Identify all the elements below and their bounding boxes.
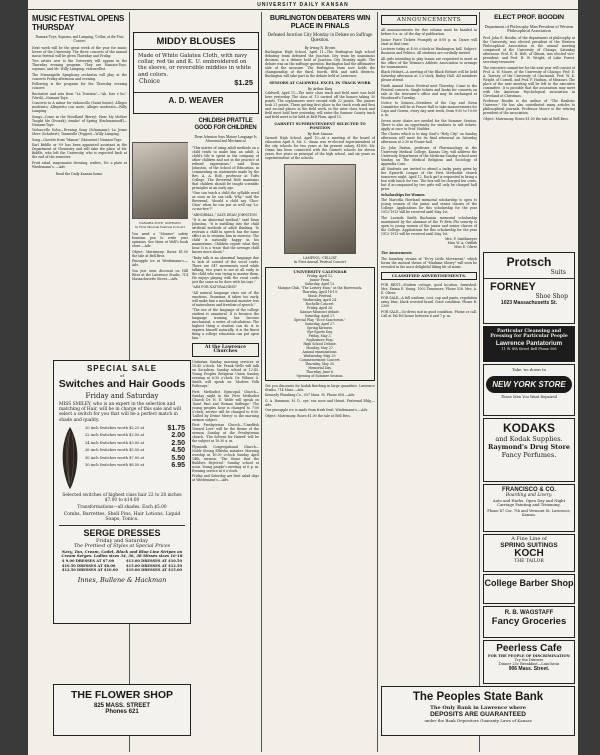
newspaper-page xyxy=(28,0,578,755)
calendar-item: Monday, May 27. xyxy=(306,345,334,350)
paragraph: Following is the program for the Thursday evening concert: xyxy=(32,82,127,91)
ad-choice: Choice xyxy=(139,77,160,85)
ad-francisco-body: Auto and Hacks. Open Day and Night Carriage Painting and Trimming. xyxy=(492,498,566,508)
announcement: Ninth Annual Music Festival next Thursday. Come to the Festival concerts. Single tickets and books for concerts on sale at the treasurer's office and may be exchanged at Woodward's Tuesday. xyxy=(381,83,477,100)
ad-bank-line: under the Bank Depositors Guaranty Laws of Kansas xyxy=(424,718,532,723)
ad-line: Take 'us down to xyxy=(511,367,547,372)
announcement: The haunting strains of "Ev'ry Little Movement," which forms the musical theme of "Madame Sherry" will soon be revealed in the most delightful lilting bit of music. xyxy=(381,256,477,269)
ad-goods: Fancy Perfumes. xyxy=(501,451,557,459)
ad-protsch-sub: Suits xyxy=(550,269,566,276)
serge-price: $12.50 DRESSES AT $10.00 xyxy=(62,568,118,573)
ad-combs: Combs, Barrettes, Shell Pins, Hair Lotions, Liquid Soaps, Tonics. xyxy=(63,511,181,523)
ad-college-barber-title: College Barber Shop xyxy=(484,578,574,588)
paragraph: The Minneapolis Symphony orchestra will play at the concerts Friday afternoon and evening. xyxy=(32,72,127,81)
subhead: "AIM FOR NATURALNESS" xyxy=(192,285,237,290)
calendar-item: Wednesday, April 24. xyxy=(303,297,337,302)
ad-spring-suitings: SPRING SUITINGS xyxy=(500,542,558,549)
paragraph: Pineapple ice at Wiedemann's.—Adv. xyxy=(132,259,188,267)
headline-burlington: BURLINGTON DEBATERS WIN PLACE IN FINALS xyxy=(269,13,371,30)
subhead: Scholarships for Women xyxy=(381,192,425,197)
ad-peerless-note: Dinner 25c Breakfast—Luncheon xyxy=(498,662,560,666)
photo-caption: LAMPING, 'CELLIST xyxy=(303,255,337,260)
paragraph: Next week will be the great week of the year for music lovers of the University. The three concerts of the annual music festival will be given Thursday and Friday. xyxy=(32,45,127,58)
announcement: The Lucinda Smith Buchanan memorial scholarship maintained by the alumnae of the Pi Beta Phi sorority is open to young women of the junior and senior classes of the College. Applications for this scholarship for the year 1912-1913 will be received until May 1st. xyxy=(381,215,477,236)
paragraph: Friday and Saturday are fruit salad days at Wiedemann's.—Adv. xyxy=(192,474,259,483)
paragraph: Concerto in A minor for violoncello (Saint-Saens): Allegro moderato; Allegretto con moto; Allegro moderato—Willy Lamping. xyxy=(32,101,127,114)
namara-photo xyxy=(132,142,188,219)
ad-wagstaff xyxy=(483,606,575,638)
calendar-item: Opening of Summer Session. xyxy=(296,373,344,378)
announcement: The Marcella Howland memorial scholarship is open to young women of the junior and senior classes of the College. Applications for this scholarship for the year 1912-1913 will be received until May 1st. xyxy=(381,198,477,214)
serge-price: $19.00 DRESSES AT $15.00 xyxy=(126,568,182,573)
paragraph: The executive committee for the next year will consist of Prof. A. W. Moore, of the University of Chicago, Prof. E. A. Tawney, of the University of Cincinnati, Prof. W. K. Wright, of Cornell, and Prof. F. Hudson, of Missouri. The place of the next meeting will be left to the executive committee. It is possible that the association may meet with the American Psychological association in Cleveland at Christmas. xyxy=(483,65,575,98)
column-namara xyxy=(132,142,188,362)
churches-heading: At the Lawrence Churches xyxy=(192,343,259,357)
ad-kodaks xyxy=(483,418,575,482)
calendar-item: Eye-Sports Day. xyxy=(307,329,333,334)
ad-new-york-sub: Those Men You Want Repaired xyxy=(501,395,557,399)
ad-days: Friday and Saturday xyxy=(85,392,159,400)
calendar-item: Thursday, June 6. xyxy=(305,369,335,374)
paragraph: First Presbyterian Church—'Unselfish Toward Love' will be the theme of the sermon Sunday at the Presbyterian church. 'The Solvent for Hatred' will be the subject at 10:30 a. m. xyxy=(192,423,259,444)
ad-kodaks-title: KODAKS xyxy=(502,421,555,435)
hair-switch-icon xyxy=(59,425,81,491)
announcement: Dr. John Paxton, professor of Pharmacology at the University Medical College, Kansas City, will address the University Department of the Medicine Sunday school next Sunday on The Medical Religious and Sociology of Appendix Cure. xyxy=(381,145,477,166)
ad-price: $1.25 xyxy=(234,77,253,87)
price-row: 30 inch Switches worth $8.50 at 6.95 xyxy=(85,462,185,470)
price-row: 26 inch Switches worth $5.50 at 4.50 xyxy=(85,447,185,455)
serge-price: $ 9.00 DRESSES AT $7.00 xyxy=(62,559,115,564)
calendar-item: Annual examinations. xyxy=(302,349,338,354)
announcement: Notice to Seniors—Members of the Cap and Gown Committee will be at Fraser Hall to take measurements for Caps and Gowns, every day next week, from 9:00 to 10:00 a. m. xyxy=(381,101,477,117)
ad-peoples-state-bank xyxy=(381,686,575,736)
calendar-item: Music Festival. xyxy=(307,293,333,298)
serge-price: $13.00 DRESSES AT $10.50 xyxy=(126,559,182,564)
serge-price: $10.50 DRESSES AT $8.00 xyxy=(62,563,116,568)
calendar-item: High School Debate. xyxy=(303,341,337,346)
headline-seniors: SENIORS AT CALDWELL EXCEL IN TRACK WORK xyxy=(269,80,371,85)
paragraph: You need a "Monroe" safety fountain pen to write your opinions. See them at Wolf's book store.—Adv. xyxy=(132,232,188,248)
paragraph: Professor Boodin is the author of "The Realistic Universe." He has also contributed many articles to philosophical journals. Professor Moore is the retiring president of the association. xyxy=(483,99,575,116)
ad-phone: Phones 621 xyxy=(105,709,139,715)
paragraph: All announcements for this column must be handed in before 8 a. m. of the day of publication. xyxy=(381,28,477,36)
column-announcements xyxy=(381,12,477,680)
ad-pantatorium-name: Lawrence Pantatorium xyxy=(495,340,563,347)
calendar-item: Saturday, April 13. xyxy=(304,281,336,286)
deck-burlington: Defeated Junction City Monday in Debate on Suffrage Question. xyxy=(267,33,373,44)
paragraph: "The use of the language of the college student is unnatural. It is because the language training has become mechanical, a series of calculations. The highest thing a student can do is to express himself naturally; it is the finest thing a college education can put upon him." xyxy=(192,308,259,341)
serge-price: $15.00 DRESSES AT $12.50 xyxy=(126,563,182,568)
byline: By Arthur King xyxy=(307,86,333,91)
ad-francisco-addr: Phone 47 Cor. 7th and Vermont St. Lawrence, Kansas. xyxy=(487,508,571,518)
ad-forney-addr: 1023 Massachusetts St. xyxy=(500,300,558,306)
classified-ad: FOR SALE—Go-dress suit in good condition. Phone or call. Call at Pal Pol house between 6 and 7 p. m. xyxy=(381,309,477,318)
calendar-item: Friday, April 12. xyxy=(306,273,334,278)
footer-note: Read the Daily Kansan home. xyxy=(55,171,104,176)
calendar-item: Wednesday, May 29. xyxy=(303,353,337,358)
ad-title: THE FLOWER SHOP xyxy=(70,689,174,701)
ad-koch xyxy=(483,534,575,572)
committee-member: Miss E. Oliver xyxy=(454,245,477,249)
byline: By Irving R. Brown xyxy=(304,45,336,50)
headline-boodin: ELECT PROF. BOODIN xyxy=(494,14,564,21)
column-childish-prattle xyxy=(192,116,259,746)
paragraph: "Baby talk is an abnormal language due to lack of control of the vocal cords. There are 347 movements used while talking; two years is not at all early to the child who was trying to master them. He enjoys playing with the vocal cords just the same as he does with his toys." xyxy=(192,255,259,284)
calendar-item: Masque Club, "The Lottery Man," at the Bowersock. xyxy=(277,285,363,290)
headline-garnett: GARNETT SUPERINTENDENT SELECTED TO POSITION xyxy=(274,121,366,130)
paragraph: Kennedy Plumbing Co., 937 Mass. St. Phone 658.—Adv. xyxy=(265,393,355,398)
ad-koch-sub: THE TAILOR xyxy=(514,559,544,564)
calendar-item: Rochelle Concert. xyxy=(305,301,335,306)
ad-new-york-store xyxy=(483,364,575,416)
ad-protsch-forney xyxy=(483,252,575,324)
classified-heading: CLASSIFIED ADVERTISEMENTS. xyxy=(381,272,477,280)
ad-title: MIDDY BLOUSES xyxy=(134,36,258,50)
paragraph: "One can teach a child the syllable word as soon as he can talk. Why," said the Reverend, "should a child say 'Choo-Choo' when he can just as well say 'Lo-co-mo-tive'?" xyxy=(192,191,259,212)
ad-raymond: Raymond's Drug Store xyxy=(487,443,571,451)
paragraph: Object: Matrimony. Roses $1.00 the tale at Bell Bros. xyxy=(132,249,188,258)
column-rule xyxy=(479,12,480,752)
ad-francisco-name: FRANCISCO & CO. xyxy=(502,487,556,493)
paragraph: Earl Biddle or '09 has been appointed assistant in the Department of Chemistry and will take the place of Mr. Biddle, who left the University, who is expected back at the end of the semester. xyxy=(32,143,127,160)
paragraph: Plymouth Congregational Church—Noble Strong Ellsivlin minister. Morning worship at 10:30 o'clock Sunday April 14th, sermon, 'The Stone that the Builders Rejected.' Sunday school at noon. Young people's meeting at 6 p. m. Evening service at 8 o'clock. xyxy=(192,444,259,473)
paragraph: "It is an abnormal method," said Dean Johnston, "it is instilling into the child artificial methods of adult thinking. To restrain a child in speech has the same effect as to restrain him in exercise. The child is naturally happy in his mannerisms. Children repeat what they hear. It is a 'train' that the average child knows more about." xyxy=(192,218,259,255)
classified-ad: FOR SALE—A full uniform, cost, cap and pants, regulation army blue, black worsted braid. Good condition. Phone B. 2390. xyxy=(381,296,477,308)
calendar-item: Thursday, April 18-19. xyxy=(302,289,338,294)
ad-serge-title: SERGE DRESSES xyxy=(83,527,161,538)
announcement: The Chorus which is to sing Gaul's "Holy City" on Sunday afternoon will meet for its final rehearsal on Saturday afternoon at 2:30 in Fraser hall. xyxy=(381,132,477,144)
ad-serge-colors: Navy, Tan, Cream, Cadet, Black and Blue Line Stripes on Cream Serges. Ladies sizes 34, 36, 38 Misses sizes 16-18 xyxy=(61,548,183,559)
column-rule xyxy=(261,12,262,752)
ad-protsch-name: Protsch xyxy=(506,255,552,269)
paragraph: Recitative and aria from "La Traviata"—"Ah, fors e lui." (Verdi)—Namara-Toye. xyxy=(32,91,127,100)
announcement: Black Helmet—A meeting of the Black Helmet will be held Saturday afternoon at 3 o'clock, Bailey Hall. All members please attend. xyxy=(381,70,477,82)
deck-childish-prattle: Dean Johnston Says Mature Language Is Abnormal and Mechanical xyxy=(194,135,257,144)
ad-serge-days: Friday and Saturday xyxy=(95,537,149,544)
announcements-title: ANNOUNCEMENTS xyxy=(381,15,477,25)
calendar-item: Friday, April 26. xyxy=(306,305,334,310)
ad-koch-name: KOCH xyxy=(514,548,544,559)
ad-line: A Fine Line of xyxy=(511,536,547,542)
ad-wagstaff-name: R. B. WAGSTAFF xyxy=(504,610,554,616)
column-boodin xyxy=(483,12,575,252)
ad-new-york-name: NEW YORK STORE xyxy=(486,376,572,393)
ad-college-barber xyxy=(483,574,575,604)
university-calendar xyxy=(265,267,375,381)
ad-peerless-addr: 906 Mass. Street. xyxy=(508,666,550,672)
paragraph: "All natural language rises out of the emotions. Grammar, if taken too early, will make him a mechanical monster less of naturalness and freedom of speech." xyxy=(192,290,259,307)
paragraph: Object: Matrimony. Roses $1.00 the tale at Bell Bros. xyxy=(483,116,569,121)
classified-ad: FOR RENT—Modern cottage, good location, furnished. Mrs. Emma E. Young, 1002 Tennessee, Phone 528. Mrs. A. E. Oliver. xyxy=(381,282,477,295)
calendar-item: Saturday, April 27. xyxy=(304,321,336,326)
paragraph: "This matter of using adult methods on a child tends to make him an adult. A child's life is spent in the company of other children and not in the practice of refined expressions," said Dean Johnston, of the School of Education, in commenting on statements made by the Rev. A. A. Holt, professor at Tufts College. The Reverend Holt maintains that children should be taught scientific principles at an early age. xyxy=(192,145,259,190)
paragraph: Song—Gavotte from "Manon" (Massenet) Namara-Toye. xyxy=(32,137,123,142)
paragraph: Violoncello Solos—Evening Song (Schumann); La Jeune Mere (Schubert); Tarantelle (Popper)—Willy Lamping. xyxy=(32,128,127,137)
paragraph: Our pineapple ice is made from fresh fruit. Wiedemann's.—Adv. xyxy=(265,408,368,413)
paragraph: Garnett High School, April 10—At a meeting of the board of education April 8, Mr. C. Oman was re-elected superintendent of the city schools for two years at his present salary, $1800. Mr. Oman has been connected with the Garnett schools for eleven years, five years as principal of the high school, and six years as superintendent of the schools. xyxy=(265,135,375,160)
paragraph: Two artists new to the University will appear in the Thursday evening program. They are Namara-Toye, soprano, and Mr. Willy Lamping, violoncellist. xyxy=(32,59,127,72)
announcement: All girls intending to play tennis are requested to meet at the office of the Woman's Athletic Association to arrange for tournaments. xyxy=(381,56,477,69)
paragraph: Unitarian Sunday morning services at 10:45 o'clock. Mr. Frank Wells will talk on Socialism. Sunday school at 12:45. Young Peoples Religious Union Sunday evening at 6:30 o'clock. Dr. Wilmer A. Smith will speak on 'Modern Folk Pathways.' xyxy=(192,360,259,389)
ad-peerless-name: Peerless Cafe xyxy=(496,643,562,654)
ad-line: Particular Cleansing and xyxy=(496,329,562,334)
calendar-item: Kansas-Missouri debate. xyxy=(300,309,340,314)
ad-gray: Selected switches of highest class hair 22 to 28 inches $7.00 to $14.00 xyxy=(62,492,182,503)
calendar-item: Thursday, May 30. xyxy=(305,361,335,366)
ad-store: A. D. WEAVER xyxy=(134,92,258,105)
ad-flower-shop xyxy=(53,684,191,736)
calendar-item: Memorial Day. xyxy=(308,365,332,370)
ad-title: SPECIAL SALE xyxy=(86,364,158,373)
announcement: All Students are invited to attend a tacky party given by the Epworth League of the First Methodist church tomorrow night, April 12. Each girl is requested to bring a box with lunch for two. The box will be charged ten cents, but if accompanied by two girls will only be charged half price. xyxy=(381,167,477,191)
paragraph: G. A. Hamman, M. D., eye, ear, nose and throat. Fraternal Bldg.—Adv. xyxy=(265,398,375,407)
ad-bank-guarantee: DEPOSITS ARE GUARANTEED xyxy=(430,711,526,718)
paragraph: Fruit salad, mayonnaise dressing, wafers, 10c a plate at Wiedemann's. —Adv. xyxy=(32,160,127,169)
lamping-photo xyxy=(284,164,356,254)
ad-of: of xyxy=(120,373,124,378)
ad-peerless-note: Try the Dinners xyxy=(514,658,544,662)
committee-member: Mrs. F. Smithmeyer xyxy=(445,237,477,241)
paragraph: Songs—Come in the Woodland (Berry); Hear My Mother Taught Me (Dvorak); Awake! of Spring (Rachmaninoff)—Namara-Toye. xyxy=(32,114,127,127)
column-burlington xyxy=(265,12,375,755)
ad-peerless-sub: FOR THE PEOPLE OF DISCRIMINATION xyxy=(488,654,570,658)
column-music-festival xyxy=(32,12,127,362)
price-row: 20 inch Switches worth $2.25 at $1.75 xyxy=(85,424,185,432)
ad-headline: Switches and Hair Goods xyxy=(58,378,186,390)
announcement: Lectures today at 4:00 o'clock in Washington hall. Subject: Business and Politics. All students are cordially invited. xyxy=(381,47,477,55)
calendar-item: Sophomore Hop. xyxy=(306,337,334,342)
calendar-item: Junior Prom. xyxy=(309,277,331,282)
ad-address: 825 MASS. STREET xyxy=(93,703,150,709)
subhead-music-festival: Namara-Toye, Soprano, and Lamping, 'Cellist, at the First Concert xyxy=(35,35,124,44)
paragraph: Prof. John E. Boodin, of the department of philosophy at the University, was elected president of the Western Philosophical Association at the annual meeting comprised of the University of Chicago, Saturday afternoon. Prof. E. B. Holt, of Illinois, was elected vice-president, and Prof. H. W. Wright, of Lake Forest, secretary-treasurer. xyxy=(483,36,575,65)
ad-transformations: Transformations—all shades. Each $5.00 xyxy=(77,504,167,510)
ad-kodaks-sub: and Kodak Supplies. xyxy=(495,435,563,443)
announcement: Junior Farce Tickets Promptly at 8:00 p. m. Dance will start at that time. xyxy=(381,37,477,46)
calendar-item: Special Play, "Ecce Sanctorum." xyxy=(294,317,346,322)
masthead: UNIVERSITY DAILY KANSAN xyxy=(28,2,578,10)
subhead: The Amusements xyxy=(381,251,412,255)
ad-serge-sub: The Prettiest of Styles at Special Prices xyxy=(73,543,171,549)
photo-caption-sub: In First Annual Festival Concert xyxy=(294,259,346,264)
photo-caption-sub: In First Musical Festival Concert xyxy=(134,225,186,229)
ad-line: Pressing for Particular People xyxy=(490,334,568,339)
ad-forney-name: FORNEY xyxy=(490,281,536,293)
ad-body: Made of White Galatea Cloth, with navy collar, red tie and K. U. embroidered on the sleeve, or reversible middies in white and colors. xyxy=(138,53,251,78)
ad-bank-line: The Only Bank in Lawrence where xyxy=(430,705,526,711)
calendar-item: Friday, May 3. xyxy=(308,333,332,338)
announcement: Seven more chairs are needed for the Summer Session. There is also an opportunity for students to sell tickets. Apply at once to Prof. Hodder. xyxy=(381,118,477,131)
calendar-item: Saturday, April 27. xyxy=(304,313,336,318)
calendar-item: Spring Kirmess. xyxy=(307,325,333,330)
ad-pantatorium xyxy=(483,326,575,362)
paragraph: You just seen discount on Hill Rites at the Lawrence Studio, 714 Massachusetts Street.—Adv. xyxy=(132,268,188,281)
ad-body: MISS SMILEY, who is an expert in the selection and matching of Hair, will be in charge of this sale and will select a switch for you that will be a perfect match in shade and quality. xyxy=(59,402,181,423)
ad-middy-blouses xyxy=(133,32,259,114)
calendar-title: UNIVERSITY CALENDAR xyxy=(293,268,347,274)
paragraph: Get you discounts for kodak finishing in large quantities. Lawrence Studio, 714 Mass.—Adv. xyxy=(265,383,375,392)
ad-special-sale xyxy=(53,360,191,624)
ad-bank-title: The Peoples State Bank xyxy=(412,691,544,703)
ad-pantatorium-addr: 11 W. 8th Street Bell Phone 506 xyxy=(501,347,557,351)
price-row: 24 inch Switches worth $3.00 at 2.50 xyxy=(85,439,185,447)
calendar-item: Commencement Concert. xyxy=(299,357,341,362)
byline: By Bert Simons xyxy=(307,131,333,136)
price-row: 30 inch Switches worth $7.00 at 5.50 xyxy=(85,454,185,462)
paragraph: Burlington High School, April 11—The Burlington high school debating team defeated the Junction City team by unanimous decision, in a debate held at Junction City Monday night. The debate was on the suffrage question. Burlington had the affirmative side of the measure. The Burlington team now holds the championship of the third, fourth, fifth and sixth districts. Burlington will take part in the debate held at Lawrence. xyxy=(265,49,375,78)
paragraph: First Methodist Episcopal Church—Sunday night in the First Methodist Church Dr. H. E. Wolfe will speak on 'Saint Paul and Woman Suffrage.' The young peoples hour is changed to 7:00 o'clock, service will be changed to 8:00. 'Lulled by Divine Mercy' is the morning sermon subject. xyxy=(192,389,259,422)
ad-forney-sub: Shoe Shop xyxy=(535,293,568,300)
store-signature: Innes, Bullene & Hackman xyxy=(77,575,167,584)
headline-childish-prattle: CHILDISH PRATTLE GOOD FOR CHILDREN xyxy=(194,118,257,131)
headline-music-festival: MUSIC FESTIVAL OPENS THURSDAY xyxy=(32,14,125,32)
ad-groceries: Fancy Groceries xyxy=(491,616,567,627)
subhead: "ABNORMAL," SAYS DEAN JOHNSTON xyxy=(192,212,257,217)
price-row: 22 inch Switches worth $2.50 at 2.00 xyxy=(85,432,185,440)
paragraph: Caldwell, April 11—The inter class track and field meet was held here yesterday. The class of '13 carried off the honors taking 30 points. The sophomores were second with 22 points. The juniors took 21 points. These getting first place in the track work and first and second places in the field work, in the inter class track and field meet held here yesterday, will enter the Sumner County track and field meet to be held at Bell Plain, April 15. xyxy=(265,90,375,119)
ad-peerless-cafe xyxy=(483,640,575,684)
deck-boodin: Department of Philosophy Man President of Western Philosophical Association xyxy=(484,23,574,34)
photo-caption: NAMARA-TOYE, SOPRANO xyxy=(139,221,181,225)
column-rule xyxy=(377,12,378,752)
committee-member: Miss W. A. Griffith xyxy=(447,241,477,245)
paragraph: Object: Matrimony. Roses $1.00 the tale at Bell Bros. xyxy=(265,413,351,418)
ad-francisco-sub: Boarding and Livery. xyxy=(505,493,553,498)
ad-francisco xyxy=(483,484,575,532)
